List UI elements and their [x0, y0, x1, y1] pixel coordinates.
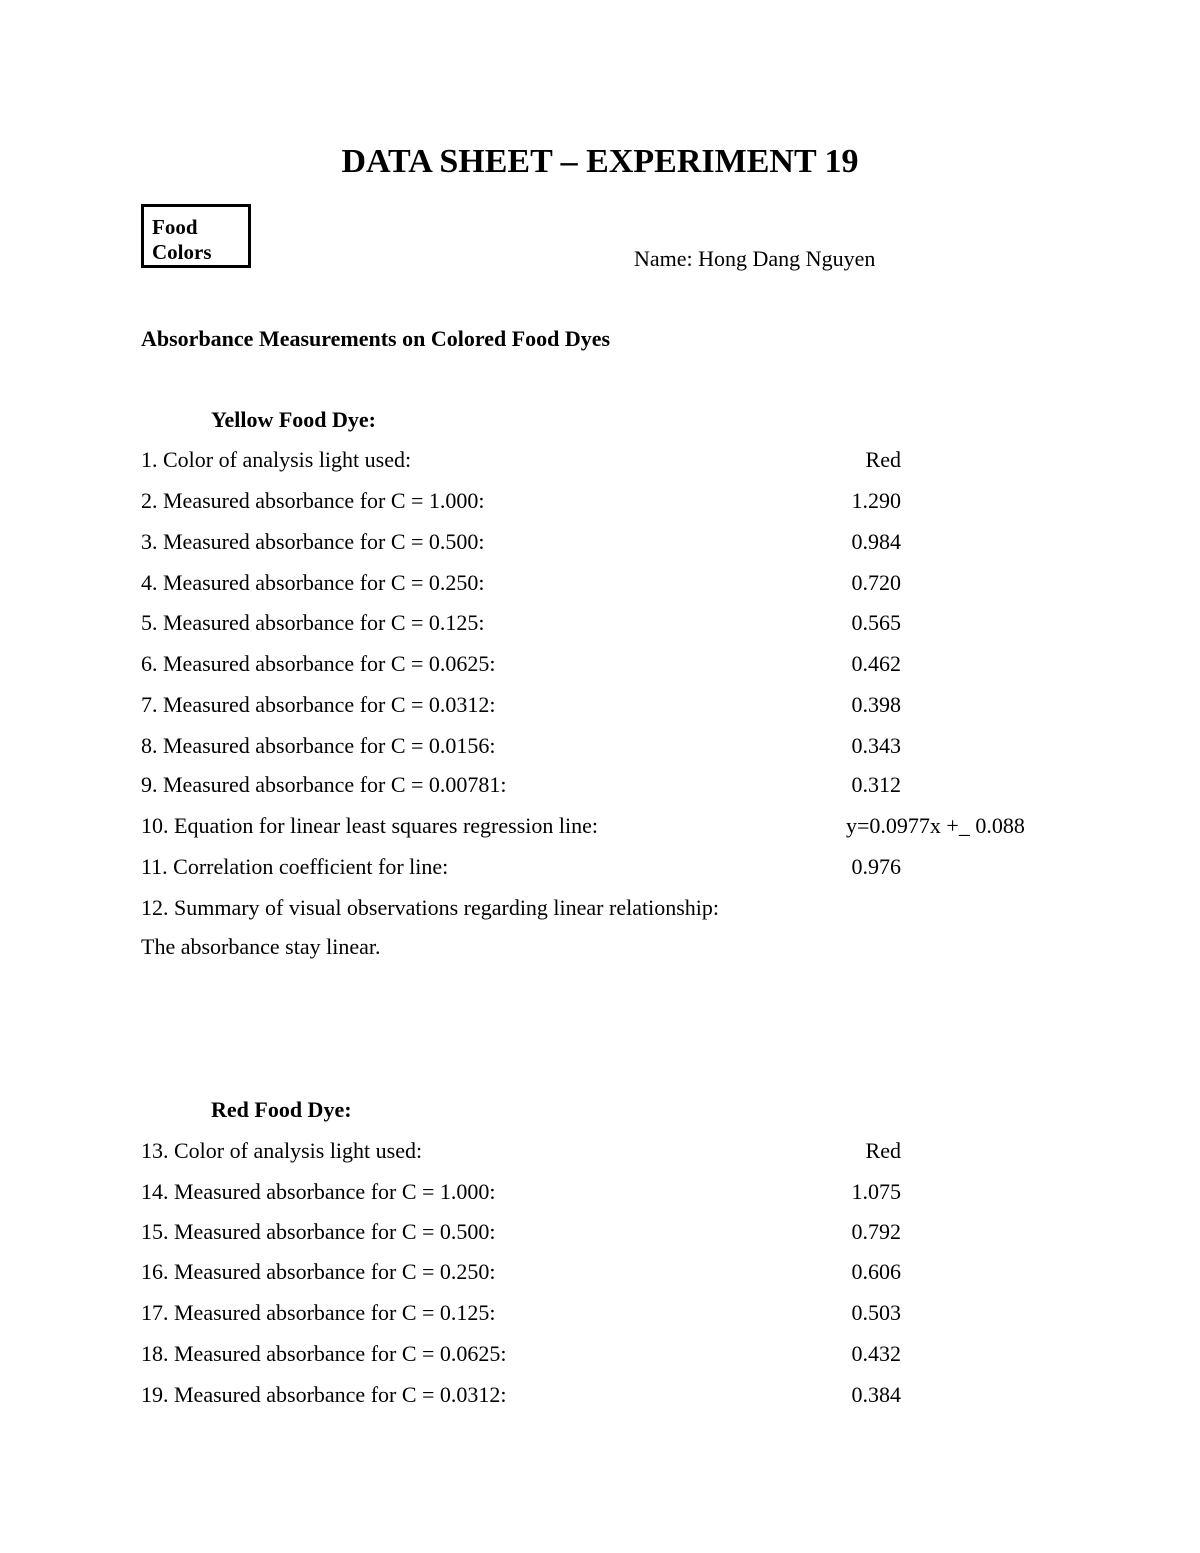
row-value: 0.432: [851, 1341, 901, 1366]
yellow-row-1: [141, 445, 901, 475]
row-label: 3. Measured absorbance for C = 0.500:: [141, 529, 485, 554]
row-label: 1. Color of analysis light used:: [141, 447, 412, 472]
red-row-14: [141, 1177, 901, 1207]
page-title: DATA SHEET – EXPERIMENT 19: [341, 143, 859, 180]
row-value: 0.343: [851, 733, 901, 758]
food-colors-tag-label: Food Colors: [152, 215, 212, 264]
row-label: 9. Measured absorbance for C = 0.00781:: [141, 772, 507, 797]
row-value: 0.384: [851, 1382, 901, 1407]
red-row-13: [141, 1136, 901, 1166]
row-value: 0.565: [851, 610, 901, 635]
yellow-row-2: [141, 486, 901, 516]
yellow-row-4: [141, 568, 901, 598]
red-dye-heading: Red Food Dye:: [211, 1097, 352, 1122]
yellow-row-8: [141, 731, 901, 761]
row-label: 8. Measured absorbance for C = 0.0156:: [141, 733, 496, 758]
row-label: 4. Measured absorbance for C = 0.250:: [141, 570, 485, 595]
yellow-row-6: [141, 649, 901, 679]
row-label: 18. Measured absorbance for C = 0.0625:: [141, 1341, 507, 1366]
observation-summary: The absorbance stay linear.: [141, 934, 381, 959]
row-value: 1.075: [851, 1179, 901, 1204]
yellow-row-5: [141, 608, 901, 638]
row-value: 0.606: [851, 1259, 901, 1284]
red-row-15: [141, 1217, 901, 1247]
food-colors-tag: [141, 204, 251, 268]
row-label: 2. Measured absorbance for C = 1.000:: [141, 488, 485, 513]
row-value: Red: [865, 447, 901, 472]
row-label: 16. Measured absorbance for C = 0.250:: [141, 1259, 496, 1284]
row-value: 0.462: [851, 651, 901, 676]
row-label: 6. Measured absorbance for C = 0.0625:: [141, 651, 496, 676]
row-value: 0.503: [851, 1300, 901, 1325]
row-label: 19. Measured absorbance for C = 0.0312:: [141, 1382, 507, 1407]
row-value: 0.984: [851, 529, 901, 554]
yellow-row-12: [141, 893, 901, 923]
red-row-18: [141, 1339, 901, 1369]
red-row-17: [141, 1298, 901, 1328]
yellow-row-7: [141, 690, 901, 720]
yellow-row-3: [141, 527, 901, 557]
row-label: 12. Summary of visual observations regarding linear relationship:: [141, 895, 719, 920]
row-value: 1.290: [851, 488, 901, 513]
red-row-16: [141, 1257, 901, 1287]
student-name: Name: Hong Dang Nguyen: [634, 246, 876, 271]
row-label: 7. Measured absorbance for C = 0.0312:: [141, 692, 496, 717]
row-label: 15. Measured absorbance for C = 0.500:: [141, 1219, 496, 1244]
section-heading: Absorbance Measurements on Colored Food Dyes: [141, 326, 611, 351]
yellow-row-9: [141, 770, 901, 800]
row-value: 0.720: [851, 570, 901, 595]
row-value: 0.976: [851, 854, 901, 879]
row-label: 10. Equation for linear least squares regression line:: [141, 813, 598, 838]
row-label: 13. Color of analysis light used:: [141, 1138, 423, 1163]
row-label: 17. Measured absorbance for C = 0.125:: [141, 1300, 496, 1325]
regression-equation: y=0.0977x +_ 0.088: [846, 813, 1025, 838]
row-label: 14. Measured absorbance for C = 1.000:: [141, 1179, 496, 1204]
row-value: 0.398: [851, 692, 901, 717]
row-value: 0.792: [851, 1219, 901, 1244]
row-value: 0.312: [851, 772, 901, 797]
red-row-19: [141, 1380, 901, 1410]
yellow-dye-heading: Yellow Food Dye:: [211, 407, 376, 432]
row-label: 11. Correlation coefficient for line:: [141, 854, 449, 879]
row-label: 5. Measured absorbance for C = 0.125:: [141, 610, 485, 635]
yellow-row-11: [141, 852, 901, 882]
yellow-row-10: [141, 811, 1025, 841]
row-value: Red: [865, 1138, 901, 1163]
